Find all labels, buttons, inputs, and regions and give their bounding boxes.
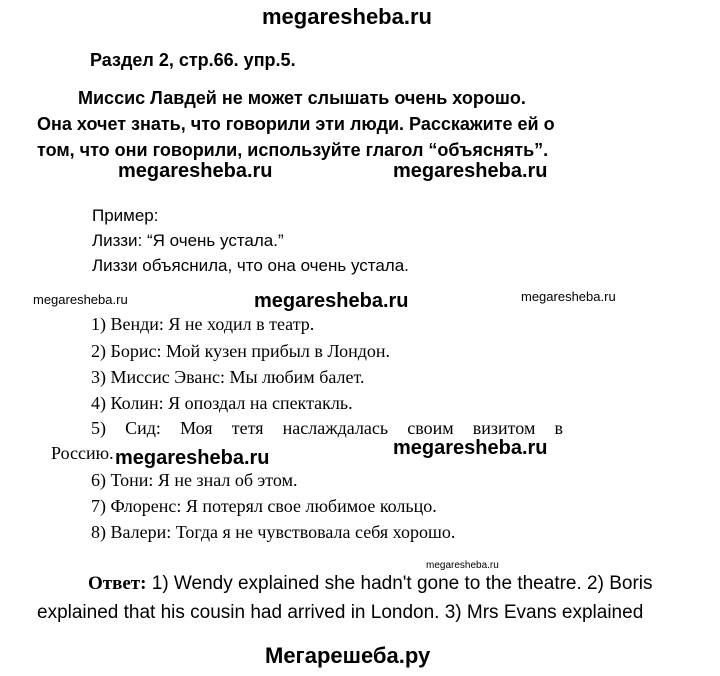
example-line-1: Лиззи: “Я очень устала.” xyxy=(92,231,284,250)
answer-text-1: 1) Wendy explained she hadn't gone to the theatre. 2) Boris xyxy=(146,573,653,594)
exercise-item-8: 8) Валери: Тогда я не чувствовала себя хорошо. xyxy=(91,522,456,542)
watermark-tiny: megaresheba.ru xyxy=(426,560,499,571)
watermark-row-center: megaresheba.ru xyxy=(254,290,409,312)
watermark-row-left: megaresheba.ru xyxy=(33,292,128,307)
answer-line-1 xyxy=(88,573,653,595)
exercise-item-3: 3) Миссис Эванс: Мы любим балет. xyxy=(91,367,365,387)
watermark-item5-right: megaresheba.ru xyxy=(393,437,548,459)
example-label: Пример: xyxy=(92,206,159,225)
watermark-mid-right: megaresheba.ru xyxy=(393,160,548,182)
exercise-item-5: 5) Сид: Моя тетя наслаждалась своим визитом в xyxy=(91,418,563,438)
footer-watermark: Мегарешеба.ру xyxy=(265,643,431,668)
task-line-1: Миссис Лавдей не может слышать очень хорошо. xyxy=(78,88,526,108)
task-line-2: Она хочет знать, что говорили эти люди. Расскажите ей о xyxy=(37,114,555,134)
watermark-row-right: megaresheba.ru xyxy=(521,289,616,304)
section-header: Раздел 2, стр.66. упр.5. xyxy=(90,50,296,70)
exercise-item-5-cont: Россию. xyxy=(51,443,114,463)
exercise-item-2: 2) Борис: Мой кузен прибыл в Лондон. xyxy=(91,341,391,361)
answer-label: Ответ: xyxy=(88,573,147,594)
exercise-item-1: 1) Венди: Я не ходил в театр. xyxy=(91,314,315,334)
exercise-item-7: 7) Флоренс: Я потерял свое любимое кольцо. xyxy=(91,496,437,516)
watermark-item5-left: megaresheba.ru xyxy=(115,447,270,469)
watermark-mid-left: megaresheba.ru xyxy=(118,160,273,182)
exercise-item-6: 6) Тони: Я не знал об этом. xyxy=(91,470,298,490)
answer-line-2: explained that his cousin had arrived in London. 3) Mrs Evans explained xyxy=(37,602,644,623)
example-line-2: Лиззи объяснила, что она очень устала. xyxy=(92,256,409,275)
exercise-item-4: 4) Колин: Я опоздал на спектакль. xyxy=(91,393,353,413)
task-line-3: том, что они говорили, используйте глагол “объяснять”. xyxy=(37,140,549,160)
watermark-top: megaresheba.ru xyxy=(262,4,432,29)
